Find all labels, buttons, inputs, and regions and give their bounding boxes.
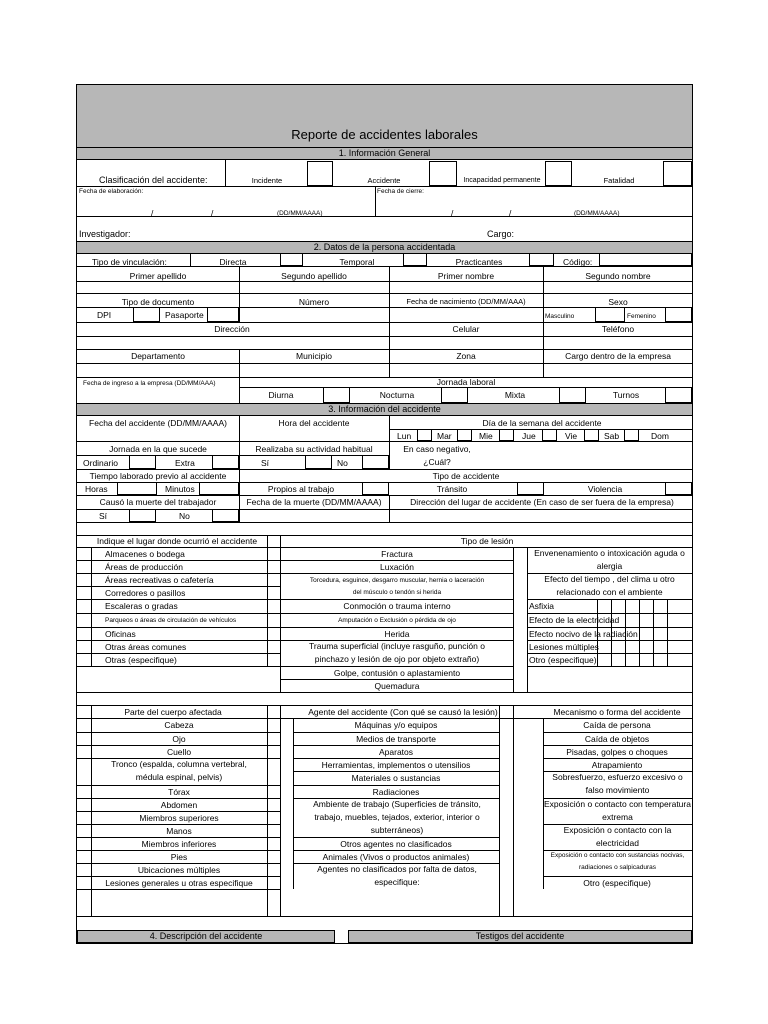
option-fatalidad[interactable]: Fatalidad xyxy=(603,176,635,185)
section-3-header: 3. Información del accidente xyxy=(77,403,692,416)
clasificacion-label: Clasificación del accidente: xyxy=(99,175,208,185)
lugar-header: Indique el lugar donde ocurrió el accidente xyxy=(96,536,258,546)
fecha-elaboracion-format: (DD/MM/AAAA) xyxy=(277,210,323,217)
checkbox-incapacidad[interactable] xyxy=(545,161,572,186)
investigador-label: Investigador: xyxy=(79,229,131,239)
checkbox-accidente[interactable] xyxy=(429,161,457,186)
tipo-lesion-header: Tipo de lesión xyxy=(460,536,514,546)
agente-header: Agente del accidente (Con qué se causó la lesión) xyxy=(308,707,498,717)
fecha-elaboracion-label: Fecha de elaboración: xyxy=(79,188,144,195)
segundo-nombre-label: Segundo nombre xyxy=(585,271,651,281)
tipo-vinculacion-label: Tipo de vinculación: xyxy=(92,257,167,267)
fecha-cierre-format: (DD/MM/AAAA) xyxy=(574,210,620,217)
title-block xyxy=(77,85,692,147)
primer-nombre-label: Primer nombre xyxy=(437,271,495,281)
option-incapacidad[interactable]: Incapacidad permanente xyxy=(463,177,541,184)
checkbox-fatalidad[interactable] xyxy=(663,161,692,186)
segundo-apellido-label: Segundo apellido xyxy=(281,271,347,281)
section-2-header: 2. Datos de la persona accidentada xyxy=(77,241,692,254)
section-1-header: 1. Información General xyxy=(77,147,692,160)
page-title: Reporte de accidentes laborales xyxy=(291,127,478,142)
cuerpo-header: Parte del cuerpo afectada xyxy=(124,707,222,717)
checkbox-incidente[interactable] xyxy=(307,161,333,186)
cargo-label: Cargo: xyxy=(487,229,515,239)
option-accidente[interactable]: Accidente xyxy=(367,176,401,185)
testigos-header: Testigos del accidente xyxy=(348,930,692,943)
primer-apellido-label: Primer apellido xyxy=(129,271,187,281)
section-4-header: 4. Descripción del accidente xyxy=(77,930,335,943)
option-incidente[interactable]: Incidente xyxy=(251,176,283,185)
accident-report-form: Reporte de accidentes laborales 1. Información General Clasificación del accidente: Incidente Accidente Incapacidad permanente Fatalidad Fecha de elaboración: / / (DD/MM/AAAA) Fecha de cierre: / / (DD/MM/AAAA) Investigador: Cargo: 2. Datos de la persona accidentada Tipo de vinculación: Directa Temporal Practicantes Código: Primer apellido Segundo apellido Primer nombre Segundo nombre Tipo de documento Número Fecha de nacimiento (DD/MM/AAA) Sexo DPI Pasaporte Masculino Femenino Dirección Celular Teléfono Departamento Municipio Zona Cargo dentro de la empresa Fecha de ingreso a la empresa (DD/MM/AAA) Jornada laboral Diurna Nocturna Mixta Turnos 3. Información del accidente Fecha del accidente (DD/MM/AAAA) Hora del accidente Día de la semana del accidente Lun Mar Mie Jue Vie Sab Dom Jornada en la que sucede Realizaba su actividad habitual En caso negativo, ¿Cuál? Ordinario Extra Sí No Tiempo laborado previo al accidente Tipo de accidente Horas Minutos Propios al trabajo Tránsito Violencia Causó la muerte del trabajador Fecha de la muerte (DD/MM/AAAA) Dirección del lugar de accidente (En caso de ser fuera de la empresa) Sí No Indique el lugar donde ocurrió el accidente Tipo de lesión Almacenes o bodega Áreas de producción Áreas recreativas o cafetería Corredores o pasillos Escaleras o gradas Parqueos o áreas de circulación de vehículos Oficinas Otras áreas comunes Otras (especifique) Fractura Luxación Torcedura, esguince, desgarro muscular, hernia o laceración del músculo o tendón si herida Conmoción o trauma interno Amputación o Exclusión o pérdida de ojo Herida Trauma superficial (incluye rasguño, punción o pinchazo y lesión de ojo por objeto extraño) Golpe, contusión o aplastamiento Quemadura Envenenamiento o intoxicación aguda o alergia Efecto del tiempo , del clima u otro relacionado con el ambiente Asfixia Efecto de la electricidad Efecto nocivo de la radiación Lesiones múltiples Otro (especifique) Parte del cuerpo afectada Agente del accidente (Con qué se causó la lesión) Mecanismo o forma del accidente Cabeza Ojo Cuello Tronco (espalda, columna vertebral, médula espinal, pelvis) Tórax Abdomen Miembros superiores Manos Miembros inferiores Pies Ubicaciones múltiples Lesiones generales u otras especifique Máquinas y/o equipos Medios de transporte Aparatos Herramientas, implementos o utensilios Materiales o sustancias Radiaciones Ambiente de trabajo (Superficies de tránsito, trabajo, muebles, tejados, exterior, interior o subterráneos) Otros agentes no clasificados Animales (Vivos o productos animales) Agentes no clasificados por falta de datos, especifique: Caída de persona Caída de objetos Pisadas, golpes o choques Atrapamiento Sobresfuerzo, esfuerzo excesivo o falso movimiento Exposición o contacto con temperatura extrema Exposición o contacto con la electricidad Exposición o contacto con sustancias nocivas, radiaciones o salpicaduras Otro (especifique) 4. Descripción del accidente Testigos del accidente xyxy=(76,84,693,944)
fecha-cierre-label: Fecha de cierre: xyxy=(377,188,424,195)
mecanismo-header: Mecanismo o forma del accidente xyxy=(553,707,681,717)
